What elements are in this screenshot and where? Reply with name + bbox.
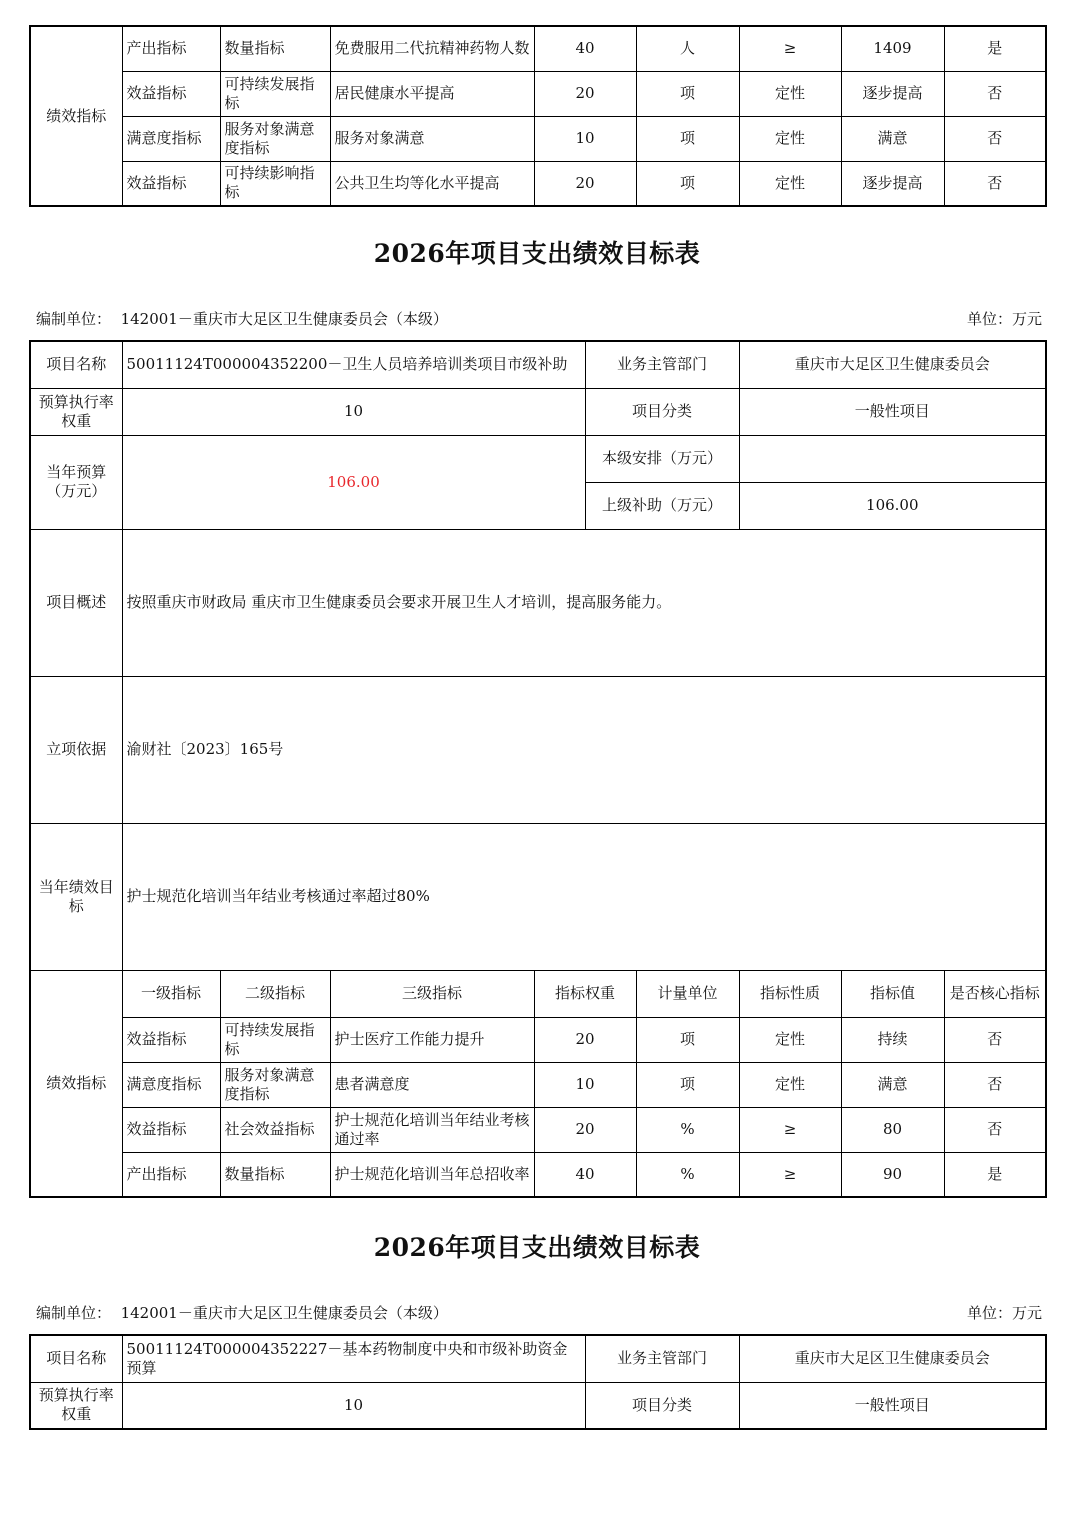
cell-lvl1: 效益指标 <box>122 1017 220 1062</box>
indicator-group-label: 绩效指标 <box>30 26 122 206</box>
cell-core: 否 <box>944 1107 1046 1152</box>
dept-label: 业务主管部门 <box>585 1335 739 1382</box>
header-unit: 计量单位 <box>636 970 739 1017</box>
basis-value: 渝财社〔2023〕165号 <box>122 676 1046 823</box>
project-name-value: 50011124T000004352227－基本药物制度中央和市级补助资金预算 <box>122 1335 585 1382</box>
cell-nature: 定性 <box>739 161 841 206</box>
cell-nature: ≥ <box>739 1107 841 1152</box>
category-value: 一般性项目 <box>739 388 1046 435</box>
dept-value: 重庆市大足区卫生健康委员会 <box>739 1335 1046 1382</box>
cell-weight: 20 <box>534 71 636 116</box>
cell-core: 否 <box>944 1017 1046 1062</box>
cell-value: 1409 <box>841 26 944 71</box>
table-row <box>30 161 1046 206</box>
local-value <box>739 435 1046 482</box>
upper-value: 106.00 <box>739 482 1046 529</box>
cell-core: 是 <box>944 26 1046 71</box>
cell-lvl1: 效益指标 <box>122 161 220 206</box>
dept-label: 业务主管部门 <box>585 341 739 388</box>
cell-lvl2: 可持续发展指标 <box>220 71 330 116</box>
cell-nature: 定性 <box>739 1062 841 1107</box>
table-row <box>30 1062 1046 1107</box>
table-row <box>30 1017 1046 1062</box>
overview-value: 按照重庆市财政局 重庆市卫生健康委员会要求开展卫生人才培训，提高服务能力。 <box>122 529 1046 676</box>
cell-value: 持续 <box>841 1017 944 1062</box>
cell-nature: 定性 <box>739 116 841 161</box>
header-lvl1: 一级指标 <box>122 970 220 1017</box>
category-label: 项目分类 <box>585 1382 739 1429</box>
table-row <box>30 26 1046 71</box>
cell-unit: 项 <box>636 71 739 116</box>
header-value: 指标值 <box>841 970 944 1017</box>
cell-core: 否 <box>944 1062 1046 1107</box>
compiler-value: 142001－重庆市大足区卫生健康委员会（本级） <box>120 310 448 328</box>
cell-weight: 20 <box>534 161 636 206</box>
category-label: 项目分类 <box>585 388 739 435</box>
cell-unit: 项 <box>636 116 739 161</box>
exec-rate-value: 10 <box>122 388 585 435</box>
cell-value: 满意 <box>841 1062 944 1107</box>
project-table <box>29 1334 1047 1430</box>
compiler-label: 编制单位： <box>36 1304 112 1322</box>
category-value: 一般性项目 <box>739 1382 1046 1429</box>
cell-weight: 20 <box>534 1017 636 1062</box>
exec-rate-label: 预算执行率权重 <box>30 1382 122 1429</box>
budget-value: 106.00 <box>122 435 585 529</box>
table-row <box>30 1107 1046 1152</box>
cell-lvl2: 数量指标 <box>220 26 330 71</box>
indicator-group-label: 绩效指标 <box>30 970 122 1197</box>
table-row <box>30 529 1046 676</box>
cell-weight: 40 <box>534 1152 636 1197</box>
page-title: 2026年项目支出绩效目标表 <box>373 1233 701 1262</box>
cell-lvl1: 效益指标 <box>122 71 220 116</box>
cell-lvl3: 护士医疗工作能力提升 <box>330 1017 534 1062</box>
cell-lvl1: 产出指标 <box>122 1152 220 1197</box>
cell-lvl3: 免费服用二代抗精神药物人数 <box>330 26 534 71</box>
cell-nature: ≥ <box>739 26 841 71</box>
cell-nature: ≥ <box>739 1152 841 1197</box>
upper-label: 上级补助（万元） <box>585 482 739 529</box>
overview-label: 项目概述 <box>30 529 122 676</box>
page-title: 2026年项目支出绩效目标表 <box>373 239 701 268</box>
cell-lvl3: 护士规范化培训当年总招收率 <box>330 1152 534 1197</box>
table-row <box>30 71 1046 116</box>
budget-label: 当年预算（万元） <box>30 435 122 529</box>
table-row <box>30 116 1046 161</box>
cell-weight: 20 <box>534 1107 636 1152</box>
exec-rate-value: 10 <box>122 1382 585 1429</box>
compiler-info <box>36 1302 448 1323</box>
table-row <box>30 341 1046 388</box>
table-header-row <box>30 970 1046 1017</box>
cell-core: 是 <box>944 1152 1046 1197</box>
compiler-value: 142001－重庆市大足区卫生健康委员会（本级） <box>120 1304 448 1322</box>
header-core: 是否核心指标 <box>944 970 1046 1017</box>
header-weight: 指标权重 <box>534 970 636 1017</box>
cell-unit: 项 <box>636 1017 739 1062</box>
table-row <box>30 1335 1046 1382</box>
cell-lvl1: 产出指标 <box>122 26 220 71</box>
cell-unit: 人 <box>636 26 739 71</box>
cell-lvl2: 服务对象满意度指标 <box>220 116 330 161</box>
compiler-label: 编制单位： <box>36 310 112 328</box>
cell-nature: 定性 <box>739 71 841 116</box>
table-row <box>30 435 1046 482</box>
project-name-value: 50011124T000004352200－卫生人员培养培训类项目市级补助 <box>122 341 585 388</box>
cell-lvl3: 服务对象满意 <box>330 116 534 161</box>
table-row <box>30 388 1046 435</box>
cell-core: 否 <box>944 116 1046 161</box>
basis-label: 立项依据 <box>30 676 122 823</box>
project-name-label: 项目名称 <box>30 341 122 388</box>
compiler-info <box>36 308 448 329</box>
cell-lvl3: 公共卫生均等化水平提高 <box>330 161 534 206</box>
cell-unit: % <box>636 1107 739 1152</box>
dept-value: 重庆市大足区卫生健康委员会 <box>739 341 1046 388</box>
goal-label: 当年绩效目标 <box>30 823 122 970</box>
cell-value: 80 <box>841 1107 944 1152</box>
block1-indicator-table <box>29 25 1047 207</box>
table-row <box>30 1382 1046 1429</box>
cell-lvl1: 满意度指标 <box>122 116 220 161</box>
exec-rate-label: 预算执行率权重 <box>30 388 122 435</box>
local-label: 本级安排（万元） <box>585 435 739 482</box>
project-name-label: 项目名称 <box>30 1335 122 1382</box>
table-row <box>30 676 1046 823</box>
cell-unit: 项 <box>636 161 739 206</box>
cell-lvl1: 效益指标 <box>122 1107 220 1152</box>
unit-label: 单位：万元 <box>966 310 1042 328</box>
cell-weight: 40 <box>534 26 636 71</box>
table-row <box>30 823 1046 970</box>
cell-unit: 项 <box>636 1062 739 1107</box>
project-table <box>29 340 1047 1198</box>
cell-value: 满意 <box>841 116 944 161</box>
cell-lvl1: 满意度指标 <box>122 1062 220 1107</box>
header-lvl3: 三级指标 <box>330 970 534 1017</box>
cell-nature: 定性 <box>739 1017 841 1062</box>
cell-lvl3: 居民健康水平提高 <box>330 71 534 116</box>
cell-unit: % <box>636 1152 739 1197</box>
cell-value: 90 <box>841 1152 944 1197</box>
cell-core: 否 <box>944 71 1046 116</box>
cell-lvl2: 社会效益指标 <box>220 1107 330 1152</box>
cell-lvl2: 可持续影响指标 <box>220 161 330 206</box>
cell-lvl3: 患者满意度 <box>330 1062 534 1107</box>
unit-label: 单位：万元 <box>966 1304 1042 1322</box>
cell-lvl2: 可持续发展指标 <box>220 1017 330 1062</box>
cell-core: 否 <box>944 161 1046 206</box>
cell-weight: 10 <box>534 116 636 161</box>
cell-lvl2: 数量指标 <box>220 1152 330 1197</box>
table-row <box>30 1152 1046 1197</box>
header-lvl2: 二级指标 <box>220 970 330 1017</box>
cell-lvl2: 服务对象满意度指标 <box>220 1062 330 1107</box>
cell-weight: 10 <box>534 1062 636 1107</box>
header-nature: 指标性质 <box>739 970 841 1017</box>
goal-value: 护士规范化培训当年结业考核通过率超过80% <box>122 823 1046 970</box>
cell-lvl3: 护士规范化培训当年结业考核通过率 <box>330 1107 534 1152</box>
cell-value: 逐步提高 <box>841 161 944 206</box>
cell-value: 逐步提高 <box>841 71 944 116</box>
